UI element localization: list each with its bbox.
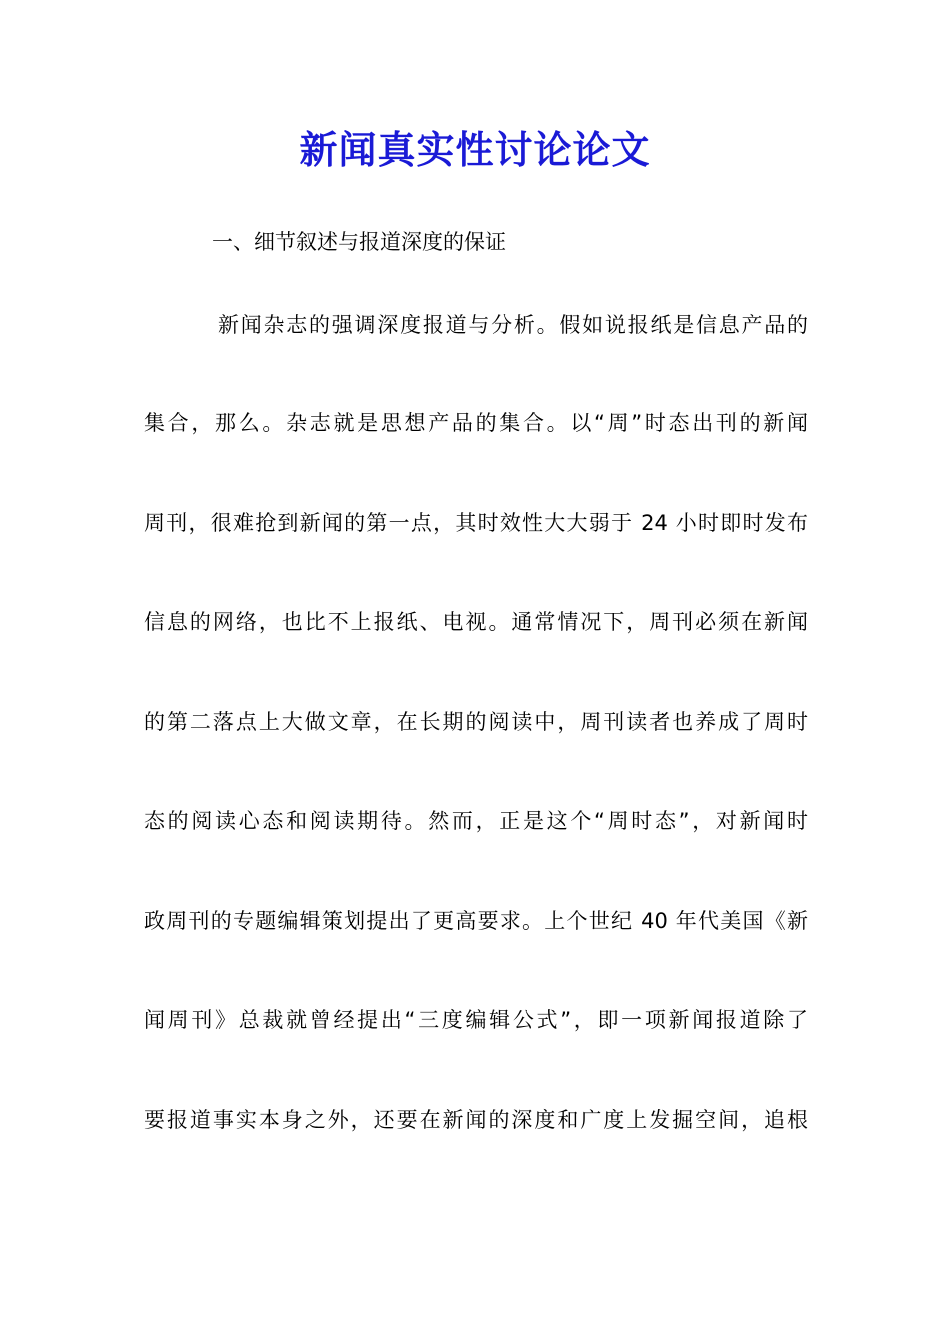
paragraph-line-1: 新闻杂志的强调深度报道与分析。假如说报纸是信息产品的 <box>218 313 808 337</box>
paragraph-line-5: 的第二落点上大做文章，在长期的阅读中，周刊读者也养成了周时 <box>144 710 808 734</box>
paragraph-line-7: 政周刊的专题编辑策划提出了更高要求。上个世纪 40 年代美国《新 <box>144 909 808 933</box>
document-title: 新闻真实性讨论论文 <box>299 127 651 172</box>
paragraph-line-9: 要报道事实本身之外，还要在新闻的深度和广度上发掘空间，追根 <box>144 1108 808 1132</box>
paragraph-line-6: 态的阅读心态和阅读期待。然而，正是这个“周时态”，对新闻时 <box>144 809 808 833</box>
paragraph-line-4: 信息的网络，也比不上报纸、电视。通常情况下，周刊必须在新闻 <box>144 610 808 634</box>
section-heading: 一、细节叙述与报道深度的保证 <box>212 230 506 254</box>
paragraph-line-8: 闻周刊》总裁就曾经提出“三度编辑公式”，即一项新闻报道除了 <box>144 1008 808 1032</box>
paragraph-line-3: 周刊，很难抢到新闻的第一点，其时效性大大弱于 24 小时即时发布 <box>144 511 808 535</box>
paragraph-line-2: 集合，那么。杂志就是思想产品的集合。以“周”时态出刊的新闻 <box>144 411 808 435</box>
